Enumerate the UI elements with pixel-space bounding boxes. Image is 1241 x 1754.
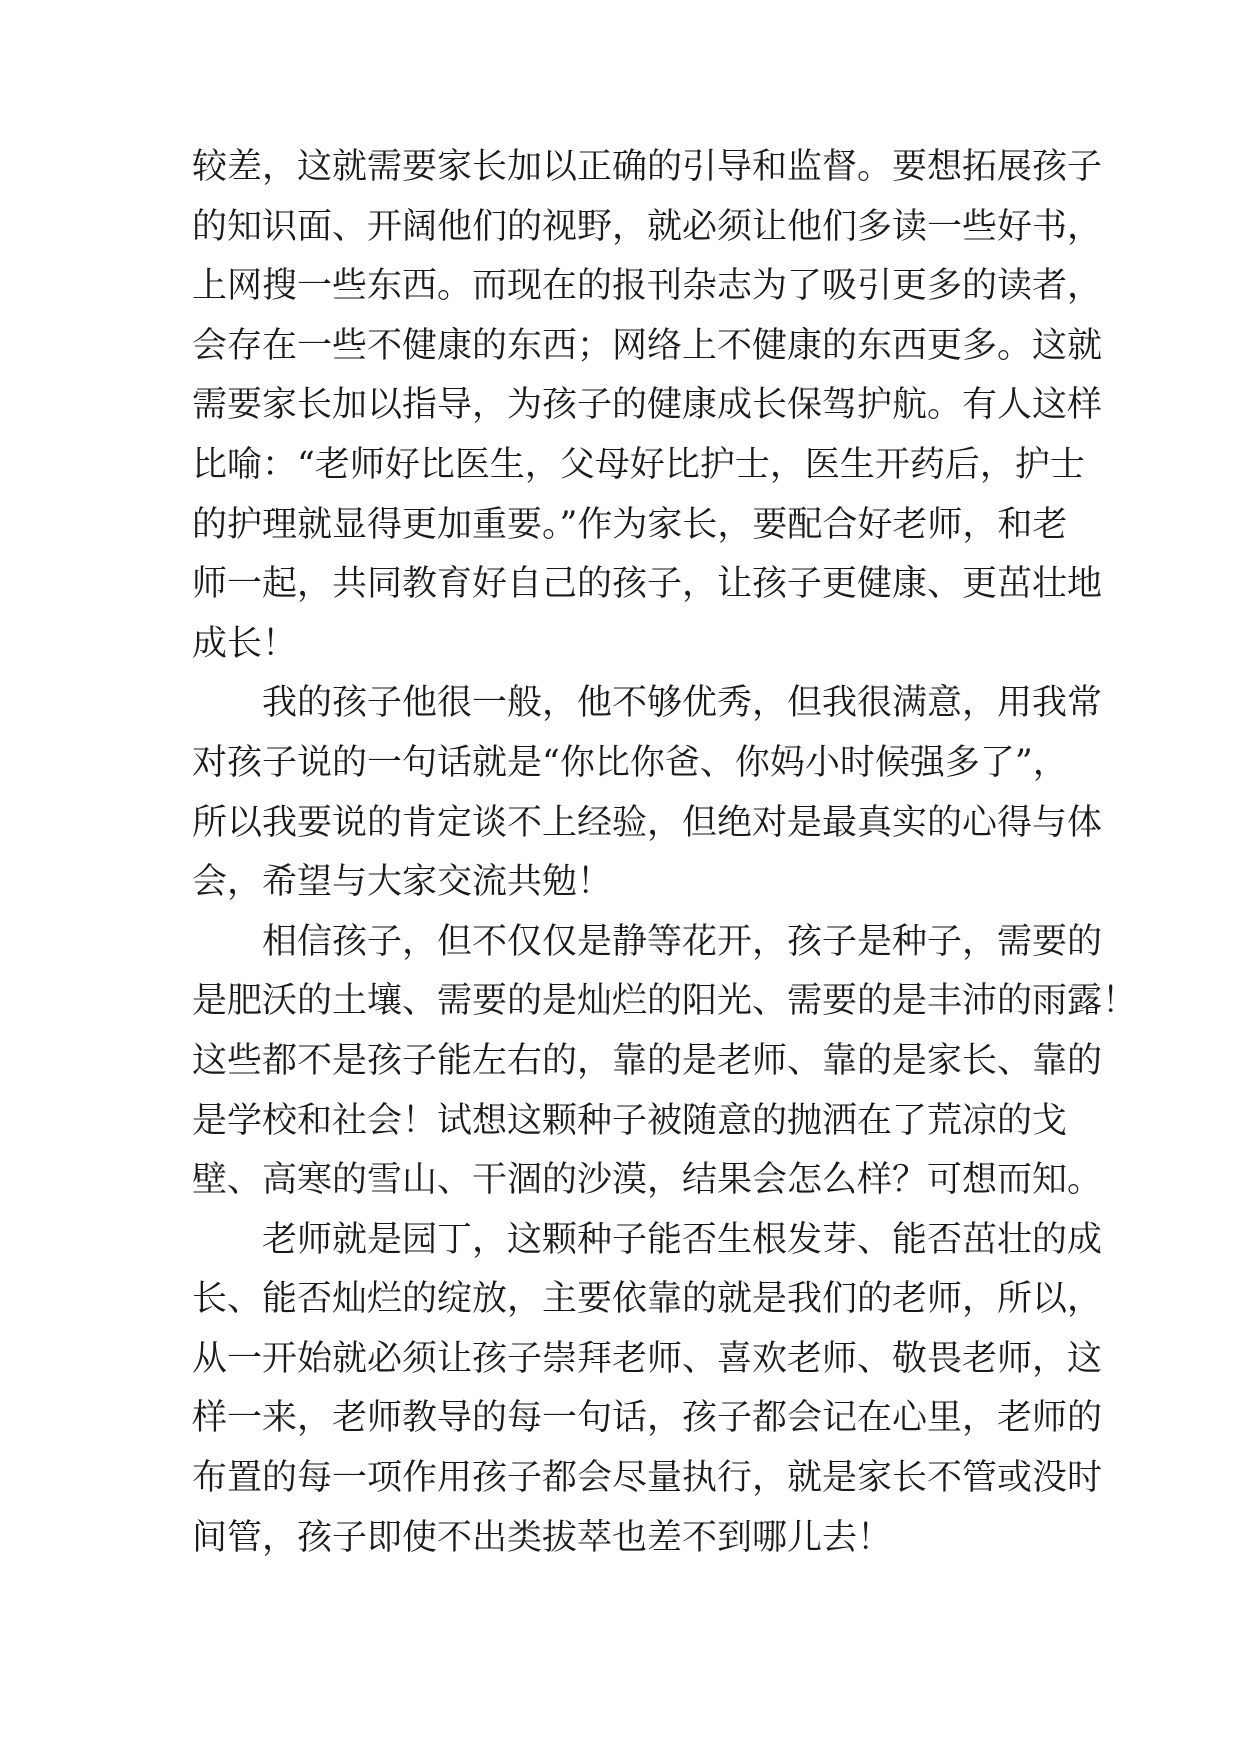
text-line: 需要家长加以指导，为孩子的健康成长保驾护航。有人这样 <box>192 385 1103 426</box>
text-line: 老师就是园丁，这颗种子能否生根发芽、能否茁壮的成 <box>262 1219 1103 1260</box>
text-line: 师一起，共同教育好自己的孩子，让孩子更健康、更茁壮地 <box>192 564 1103 605</box>
text-line: 从一开始就必须让孩子崇拜老师、喜欢老师、敬畏老师，这 <box>192 1338 1103 1379</box>
text-line: 比喻：“老师好比医生，父母好比护士，医生开药后，护士 <box>192 444 1085 485</box>
text-line: 壁、高寒的雪山、干涸的沙漠，结果会怎么样？可想而知。 <box>192 1160 1103 1201</box>
text-line: 的知识面、开阔他们的视野，就必须让他们多读一些好书， <box>192 206 1103 247</box>
text-line: 间管，孩子即使不出类拔萃也差不到哪儿去！ <box>192 1517 893 1558</box>
paragraph-my-child <box>192 674 1103 912</box>
text-line: 样一来，老师教导的每一句话，孩子都会记在心里，老师的 <box>192 1398 1103 1439</box>
paragraph-continuation <box>192 138 1103 674</box>
text-line: 所以我要说的肯定谈不上经验，但绝对是最真实的心得与体 <box>192 802 1103 843</box>
text-line: 是肥沃的土壤、需要的是灿烂的阳光、需要的是丰沛的雨露！ <box>192 981 1138 1022</box>
text-line: 布置的每一项作用孩子都会尽量执行，就是家长不管或没时 <box>192 1458 1103 1499</box>
text-line: 会，希望与大家交流共勉！ <box>192 862 613 903</box>
text-line: 这些都不是孩子能左右的，靠的是老师、靠的是家长、靠的 <box>192 1040 1103 1081</box>
text-line: 会存在一些不健康的东西；网络上不健康的东西更多。这就 <box>192 325 1103 366</box>
text-line: 我的孩子他很一般，他不够优秀，但我很满意，用我常 <box>262 683 1103 724</box>
text-line: 上网搜一些东西。而现在的报刊杂志为了吸引更多的读者， <box>192 266 1103 307</box>
text-line: 相信孩子，但不仅仅是静等花开，孩子是种子，需要的 <box>262 921 1103 962</box>
text-line: 长、能否灿烂的绽放，主要依靠的就是我们的老师，所以， <box>192 1279 1103 1320</box>
text-line: 是学校和社会！试想这颗种子被随意的抛洒在了荒凉的戈 <box>192 1100 1068 1141</box>
text-line: 的护理就显得更加重要。”作为家长，要配合好老师，和老 <box>192 504 1068 545</box>
paragraph-teacher-gardener <box>192 1211 1103 1569</box>
text-line: 较差，这就需要家长加以正确的引导和监督。要想拓展孩子 <box>192 147 1103 187</box>
text-line: 对孩子说的一句话就是“你比你爸、你妈小时候强多了”， <box>192 742 1068 783</box>
paragraph-trust-child <box>192 913 1138 1211</box>
document-body <box>192 138 1138 1568</box>
text-line: 成长！ <box>192 623 298 664</box>
